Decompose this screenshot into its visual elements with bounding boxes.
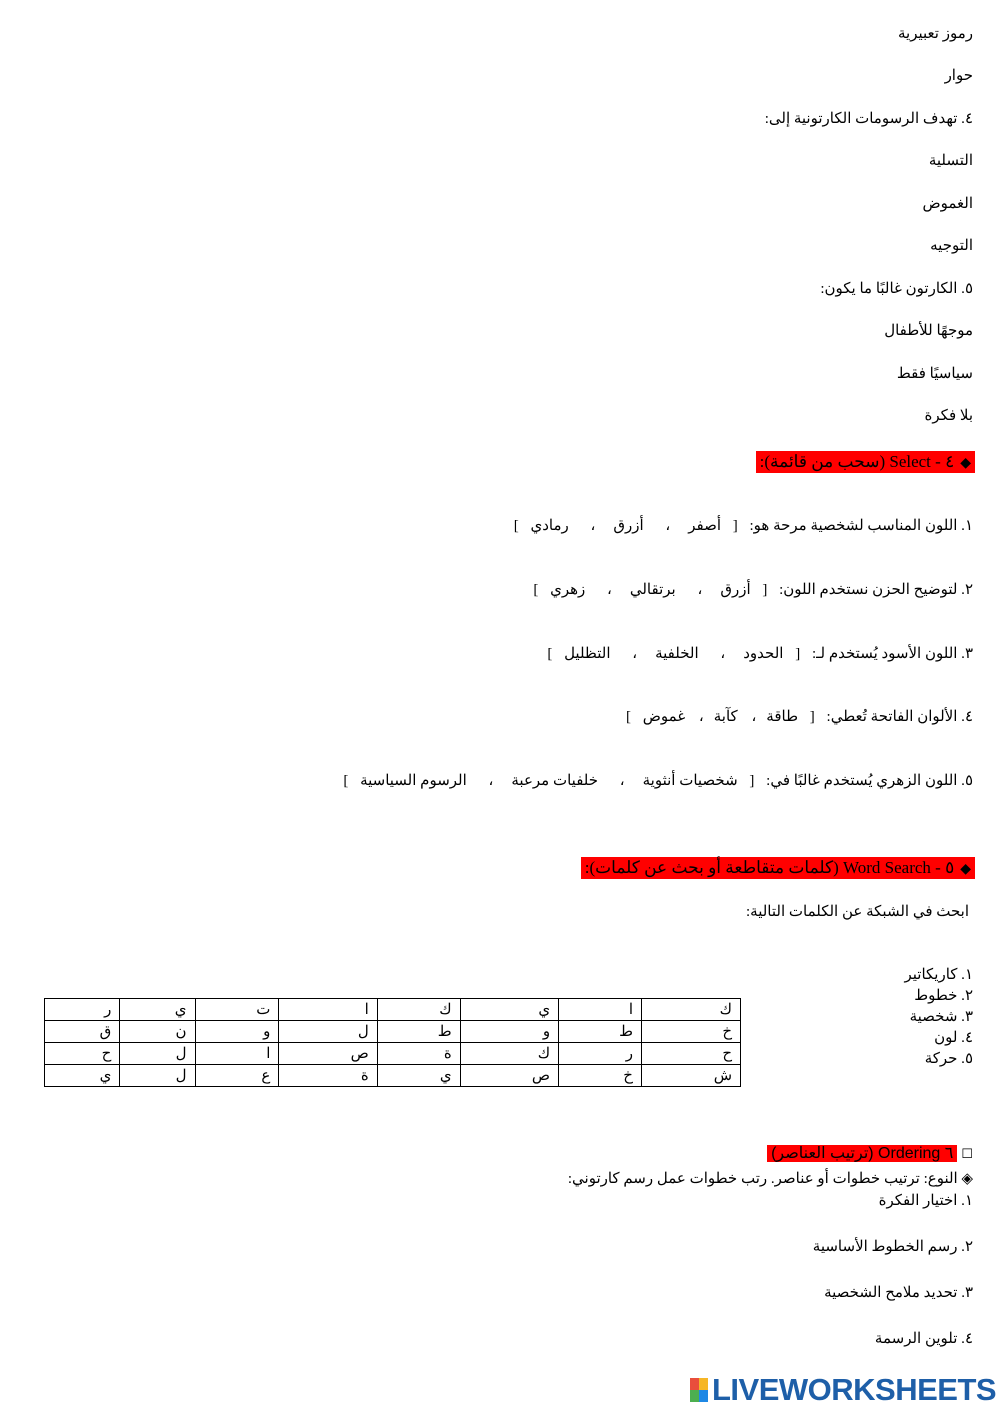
q5-option-2: سياسيًا فقط [896,366,973,382]
grid-cell[interactable]: ك [377,999,460,1021]
grid-cell[interactable]: ا [559,999,642,1021]
grid-row [45,999,741,1021]
word-list-item: ٥. حركة [924,1051,973,1067]
select-option[interactable]: كآبة [713,709,738,725]
grid-cell[interactable]: ي [460,999,558,1021]
select-option[interactable]: أزرق [720,582,751,598]
select-option[interactable]: برتقالي [629,582,676,598]
grid-cell[interactable]: خ [641,1021,740,1043]
select-option[interactable]: رمادي [530,518,569,534]
select-option[interactable]: أصفر [688,518,721,534]
select-option[interactable]: خلفيات مرعبة [511,773,599,789]
brand-name: LIVEWORKSHEETS [712,1372,997,1407]
grid-cell[interactable]: ل [279,1021,377,1043]
grid-row [45,1043,741,1065]
grid-cell[interactable]: ل [120,1043,195,1065]
grid-cell[interactable]: ت [195,999,279,1021]
word-list [904,965,973,1070]
grid-cell[interactable]: ة [279,1065,377,1087]
grid-cell[interactable]: ا [279,999,377,1021]
ordering-header [767,1143,973,1165]
select-option[interactable]: زهري [550,582,586,598]
grid-cell[interactable]: ا [195,1043,279,1065]
diamond-icon: ◆ [960,456,971,471]
word-list-item: ١. كاريكاتير [904,967,973,983]
grid-row [45,1021,741,1043]
select-section-header [756,451,975,473]
ordering-step-1[interactable]: ١. اختيار الفكرة [878,1193,973,1209]
q4-option-2: الغموض [922,196,973,212]
ordering-title: ٦ Ordering (ترتيب العناصر) [767,1145,957,1162]
q4-option-3: التوجيه [930,238,973,254]
grid-cell[interactable]: ك [641,999,740,1021]
grid-cell[interactable]: ر [45,999,120,1021]
word-list-item: ٢. خطوط [914,988,973,1004]
grid-cell[interactable]: ل [120,1065,195,1087]
word-search-title: ٥ - Word Search (كلمات متقاطعة أو بحث عن كلمات): [584,858,955,877]
select-item-5: ٥. اللون الزهري يُستخدم غالبًا في: [ شخصيات أنثوية، خلفيات مرعبة، الرسوم السياسية ] [343,773,973,789]
checkbox-icon: ☐ [961,1146,973,1161]
ordering-step-4[interactable]: ٤. تلوين الرسمة [874,1331,973,1347]
grid-cell[interactable]: خ [559,1065,642,1087]
grid-cell[interactable]: ط [559,1021,642,1043]
select-option[interactable]: التظليل [564,646,611,662]
word-search-grid [44,998,741,1087]
grid-cell[interactable]: ص [279,1043,377,1065]
select-option[interactable]: طاقة [766,709,799,725]
grid-cell[interactable]: ح [641,1043,740,1065]
grid-cell[interactable]: ش [641,1065,740,1087]
q3-option-1: رموز تعبيرية [898,26,973,42]
word-search-instruction: ابحث في الشبكة عن الكلمات التالية: [745,904,969,920]
grid-cell[interactable]: و [460,1021,558,1043]
select-option[interactable]: الرسوم السياسية [360,773,467,789]
q4-stem: ٤. تهدف الرسومات الكارتونية إلى: [764,111,973,127]
liveworksheets-logo-icon [690,1378,708,1402]
liveworksheets-logo[interactable] [690,1372,996,1408]
word-list-item: ٣. شخصية [909,1009,973,1025]
q5-option-3: بلا فكرة [924,408,973,424]
word-list-item: ٤. لون [934,1030,973,1046]
grid-cell[interactable]: ن [120,1021,195,1043]
grid-cell[interactable]: ة [377,1043,460,1065]
q5-stem: ٥. الكارتون غالبًا ما يكون: [820,281,973,297]
grid-cell[interactable]: ر [559,1043,642,1065]
grid-cell[interactable]: ع [195,1065,279,1087]
select-item-4: ٤. الألوان الفاتحة تُعطي: [ طاقة، كآبة، غموض ] [626,709,973,725]
select-option[interactable]: شخصيات أنثوية [642,773,738,789]
grid-row [45,1065,741,1087]
q3-option-2: حوار [944,68,973,84]
select-item-2: ٢. لتوضيح الحزن نستخدم اللون: [ أزرق، برتقالي، زهري ] [533,582,973,598]
select-section-title: ٤ - Select (سحب من قائمة): [759,452,955,471]
grid-cell[interactable]: ي [120,999,195,1021]
select-option[interactable]: الحدود [743,646,784,662]
select-item-3: ٣. اللون الأسود يُستخدم لـ: [ الحدود، الخلفية، التظليل ] [547,646,973,662]
ordering-step-3[interactable]: ٣. تحديد ملامح الشخصية [824,1285,973,1301]
grid-cell[interactable]: ح [45,1043,120,1065]
grid-cell[interactable]: ك [460,1043,558,1065]
diamond-icon: ◆ [960,862,971,877]
grid-cell[interactable]: ص [460,1065,558,1087]
select-option[interactable]: غموض [642,709,686,725]
ordering-type-line: ◈ النوع: ترتيب خطوات أو عناصر. رتب خطوات عمل رسم كارتوني: [567,1171,973,1187]
q5-option-1: موجهًا للأطفال [884,323,973,339]
select-item-1: ١. اللون المناسب لشخصية مرحة هو: [ أصفر، أزرق، رمادي ] [513,518,973,534]
select-option[interactable]: أزرق [613,518,644,534]
grid-cell[interactable]: ي [45,1065,120,1087]
q4-option-1: التسلية [928,153,973,169]
ordering-step-2[interactable]: ٢. رسم الخطوط الأساسية [812,1239,973,1255]
grid-cell[interactable]: ي [377,1065,460,1087]
grid-cell[interactable]: ق [45,1021,120,1043]
grid-cell[interactable]: ط [377,1021,460,1043]
select-option[interactable]: الخلفية [655,646,699,662]
grid-cell[interactable]: و [195,1021,279,1043]
word-search-header [581,857,975,879]
